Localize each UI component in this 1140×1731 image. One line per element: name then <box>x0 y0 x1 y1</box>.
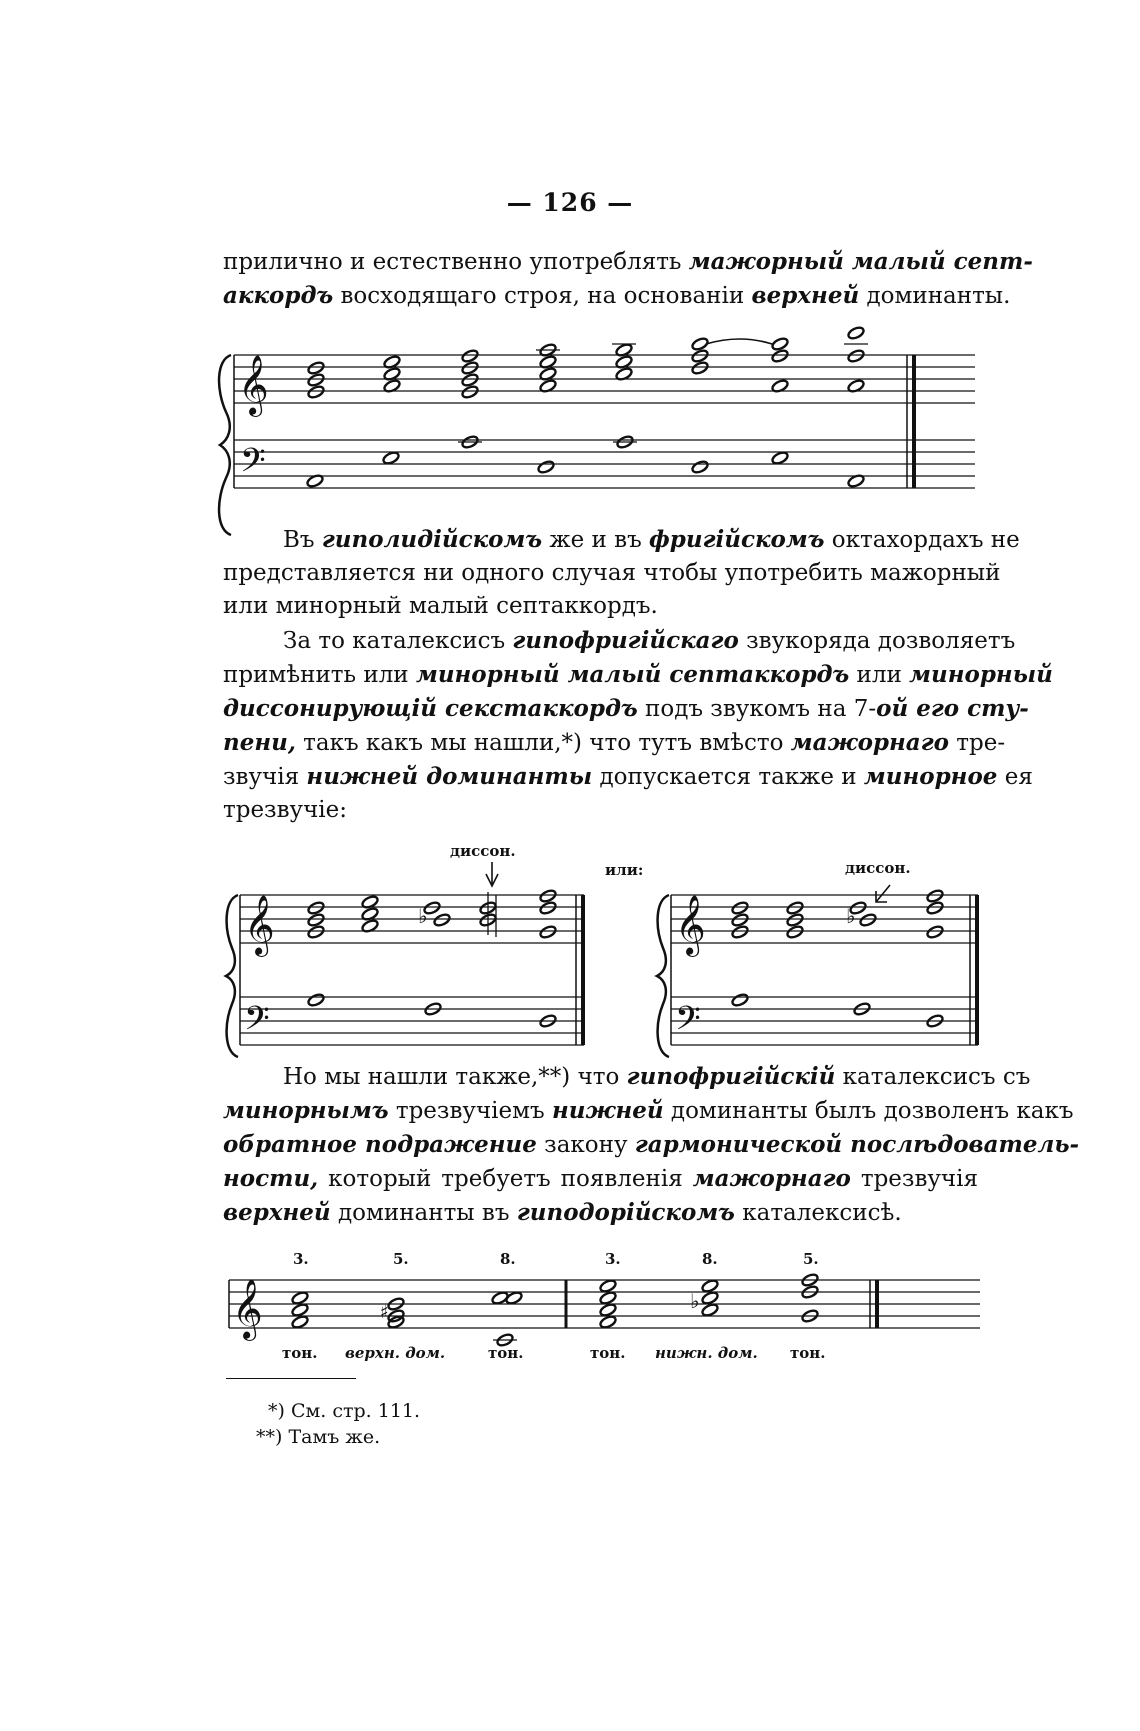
flat-icon: ♭ <box>846 904 856 928</box>
function-label: верхн. дом. <box>345 1344 446 1362</box>
function-label: нижн. дом. <box>655 1344 758 1362</box>
page-number: — 126 — <box>506 188 634 217</box>
footnote-2: **) Тамъ же. <box>256 1426 381 1448</box>
function-label: тон. <box>590 1344 626 1362</box>
arrow-down-icon <box>486 862 498 886</box>
interval-number: 3. <box>605 1250 621 1268</box>
staff-lines-treble <box>234 355 975 403</box>
sharp-icon: ♯ <box>380 1302 389 1323</box>
function-label: тон. <box>790 1344 826 1362</box>
music-system-2-left <box>226 842 584 1057</box>
arrow-diagonal-icon <box>876 885 890 902</box>
footnote-divider <box>226 1378 356 1379</box>
function-label: тон. <box>282 1344 318 1362</box>
brace-icon <box>657 895 669 1057</box>
bass-clef-icon: 𝄢 <box>244 1000 270 1046</box>
interval-number: 8. <box>702 1250 718 1268</box>
paragraph-1: прилично и естественно употреблять мажорный малый септ- аккордъ восходящаго строя, на основанiи верхней доминанты. <box>223 248 1033 309</box>
paragraph-3: За то каталексисъ гипофригiйскаго звукоряда дозволяетъ примѣнить или минорный малый септаккордъ или минорный диссонирующiй секстаккордъ подъ звукомъ на 7-ой его сту- пени, такъ какъ мы нашли,*) что тутъ вмѣсто мажорнаго тре- звучiя нижней доминанты допускается также и минорное ея трезвучiе: <box>223 627 1053 823</box>
music-system-2-right <box>657 859 978 1057</box>
footnotes <box>256 1398 421 1450</box>
or-label: или: <box>605 861 644 879</box>
paragraph-2: Въ гиполидiйскомъ же и въ фригiйскомъ октахордахъ не представляется ни одного случая чтобы употребить мажорный или минорный малый септаккордъ. <box>223 526 1020 619</box>
treble-clef-icon: 𝄞 <box>232 1279 263 1339</box>
paragraph-4: Но мы нашли также,**) что гипофригiйскiй каталексисъ съ минорнымъ трезвучiемъ нижней доминанты былъ дозволенъ какъ обратное подражение закону гармонической послѣдователь- ности, который требуетъ появленiя мажорнаго трезвучiя верхней доминанты въ гиподорiйскомъ каталексисѣ. <box>223 1063 1080 1226</box>
interval-number: 3. <box>293 1250 309 1268</box>
flat-icon: ♭ <box>418 904 428 928</box>
interval-number: 5. <box>803 1250 819 1268</box>
interval-number: 5. <box>393 1250 409 1268</box>
treble-clef-icon: 𝄞 <box>675 895 706 955</box>
music-system-3 <box>229 1273 980 1348</box>
function-label: тон. <box>488 1344 524 1362</box>
brace-icon <box>226 895 238 1057</box>
brace-icon <box>219 355 231 535</box>
flat-icon: ♭ <box>690 1289 700 1313</box>
footnote-1: *) См. стр. 111. <box>268 1400 421 1422</box>
interval-number: 8. <box>500 1250 516 1268</box>
treble-clef-icon: 𝄞 <box>244 895 275 955</box>
treble-clef-icon: 𝄞 <box>238 355 269 415</box>
dissonance-label-left: диссон. <box>450 842 516 860</box>
bass-clef-icon: 𝄢 <box>240 442 266 488</box>
dissonance-label-right: диссон. <box>845 859 911 877</box>
music-system-1 <box>219 326 975 535</box>
bass-clef-icon: 𝄢 <box>675 1000 701 1046</box>
